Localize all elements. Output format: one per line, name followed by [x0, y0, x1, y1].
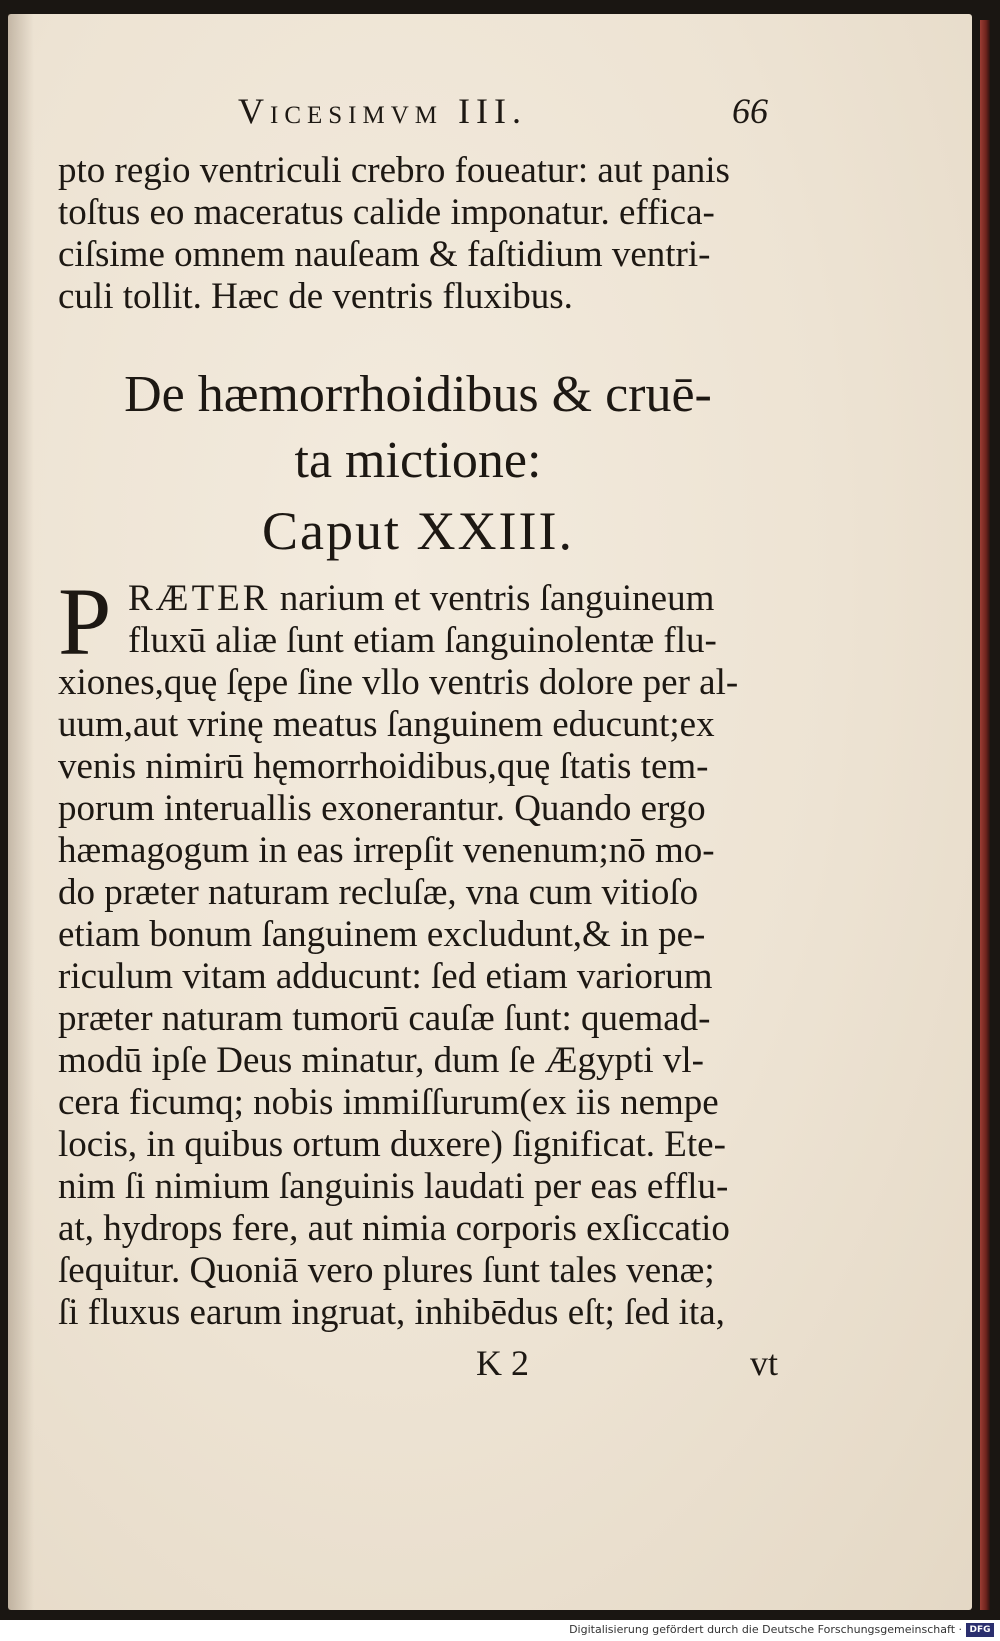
text-line: at, hydrops fere, aut nimia corporis exſiccatio — [58, 1208, 730, 1249]
running-head — [58, 90, 778, 150]
text-line: nim ſi nimium ſanguinis laudati per eas efflu- — [58, 1166, 729, 1207]
signature-mark: K 2 — [476, 1343, 529, 1383]
text-line: fluxū aliæ ſunt etiam ſanguinolentæ flu- — [128, 620, 717, 661]
text-line: præter naturam tumorū cauſæ ſunt: quemad- — [58, 998, 711, 1039]
text-line: culi tollit. Hæc de ventris fluxibus. — [58, 276, 573, 317]
page-edge-red — [980, 20, 990, 1610]
digitization-footer — [0, 1620, 1000, 1641]
preceding-text — [58, 150, 778, 318]
gutter-shadow — [8, 14, 34, 1610]
text-line: hæmagogum in eas irrepſit venenum;nō mo- — [58, 830, 715, 871]
page-foot — [58, 1342, 778, 1388]
text-line: uum,aut vrinę meatus ſanguinem educunt;ex — [58, 704, 715, 745]
text-line: ciſsime omnem nauſeam & faſtidium ventri- — [58, 234, 711, 275]
text-line: pto regio ventriculi crebro foueatur: aut panis — [58, 150, 730, 191]
text-line: ſequitur. Quoniā vero plures ſunt tales venæ; — [58, 1250, 715, 1291]
text-line: xiones,quę ſępe ſine vllo ventris dolore per al- — [58, 662, 739, 703]
drop-cap-initial: P — [58, 568, 112, 675]
heading-line-1: De hæmorrhoidibus & cruē- — [124, 366, 712, 423]
text-line: venis nimirū hęmorrhoidibus,quę ſtatis tem- — [58, 746, 709, 787]
footer-credit: Digitalisierung gefördert durch die Deutsche Forschungsgemeinschaft · — [569, 1623, 962, 1636]
dfg-logo: DFG — [966, 1623, 994, 1637]
heading-line-3: Caput XXIII. — [262, 501, 574, 561]
chapter-body — [58, 568, 778, 1334]
text-line: modū ipſe Deus minatur, dum ſe Ægypti vl- — [58, 1040, 704, 1081]
catchword: vt — [749, 1343, 778, 1383]
first-body-line — [58, 578, 778, 620]
text-line: locis, in quibus ortum duxere) ſignificat. Ete- — [58, 1124, 726, 1165]
text-line: cera ficumq; nobis immiſſurum(ex iis nempe — [58, 1082, 719, 1123]
chapter-heading — [58, 362, 778, 566]
running-title: Vicesimvm III. — [238, 91, 527, 131]
text-line: do præter naturam recluſæ, vna cum vitioſo — [58, 872, 699, 913]
text-line: etiam bonum ſanguinem excludunt,& in pe- — [58, 914, 706, 955]
text-line: ſi fluxus earum ingruat, inhibēdus eſt; ſed ita, — [58, 1292, 725, 1333]
heading-line-2: ta mictione: — [294, 432, 542, 489]
first-line-rest: narium et ventris ſanguineum — [270, 578, 715, 619]
text-line: porum interuallis exonerantur. Quando ergo — [58, 788, 706, 829]
text-line: riculum vitam adducunt: ſed etiam variorum — [58, 956, 713, 997]
text-block — [58, 90, 778, 1388]
text-line: toſtus eo maceratus calide imponatur. effica- — [58, 192, 715, 233]
folio-number: 66 — [732, 91, 768, 131]
opening-word: RÆTER — [128, 578, 271, 619]
